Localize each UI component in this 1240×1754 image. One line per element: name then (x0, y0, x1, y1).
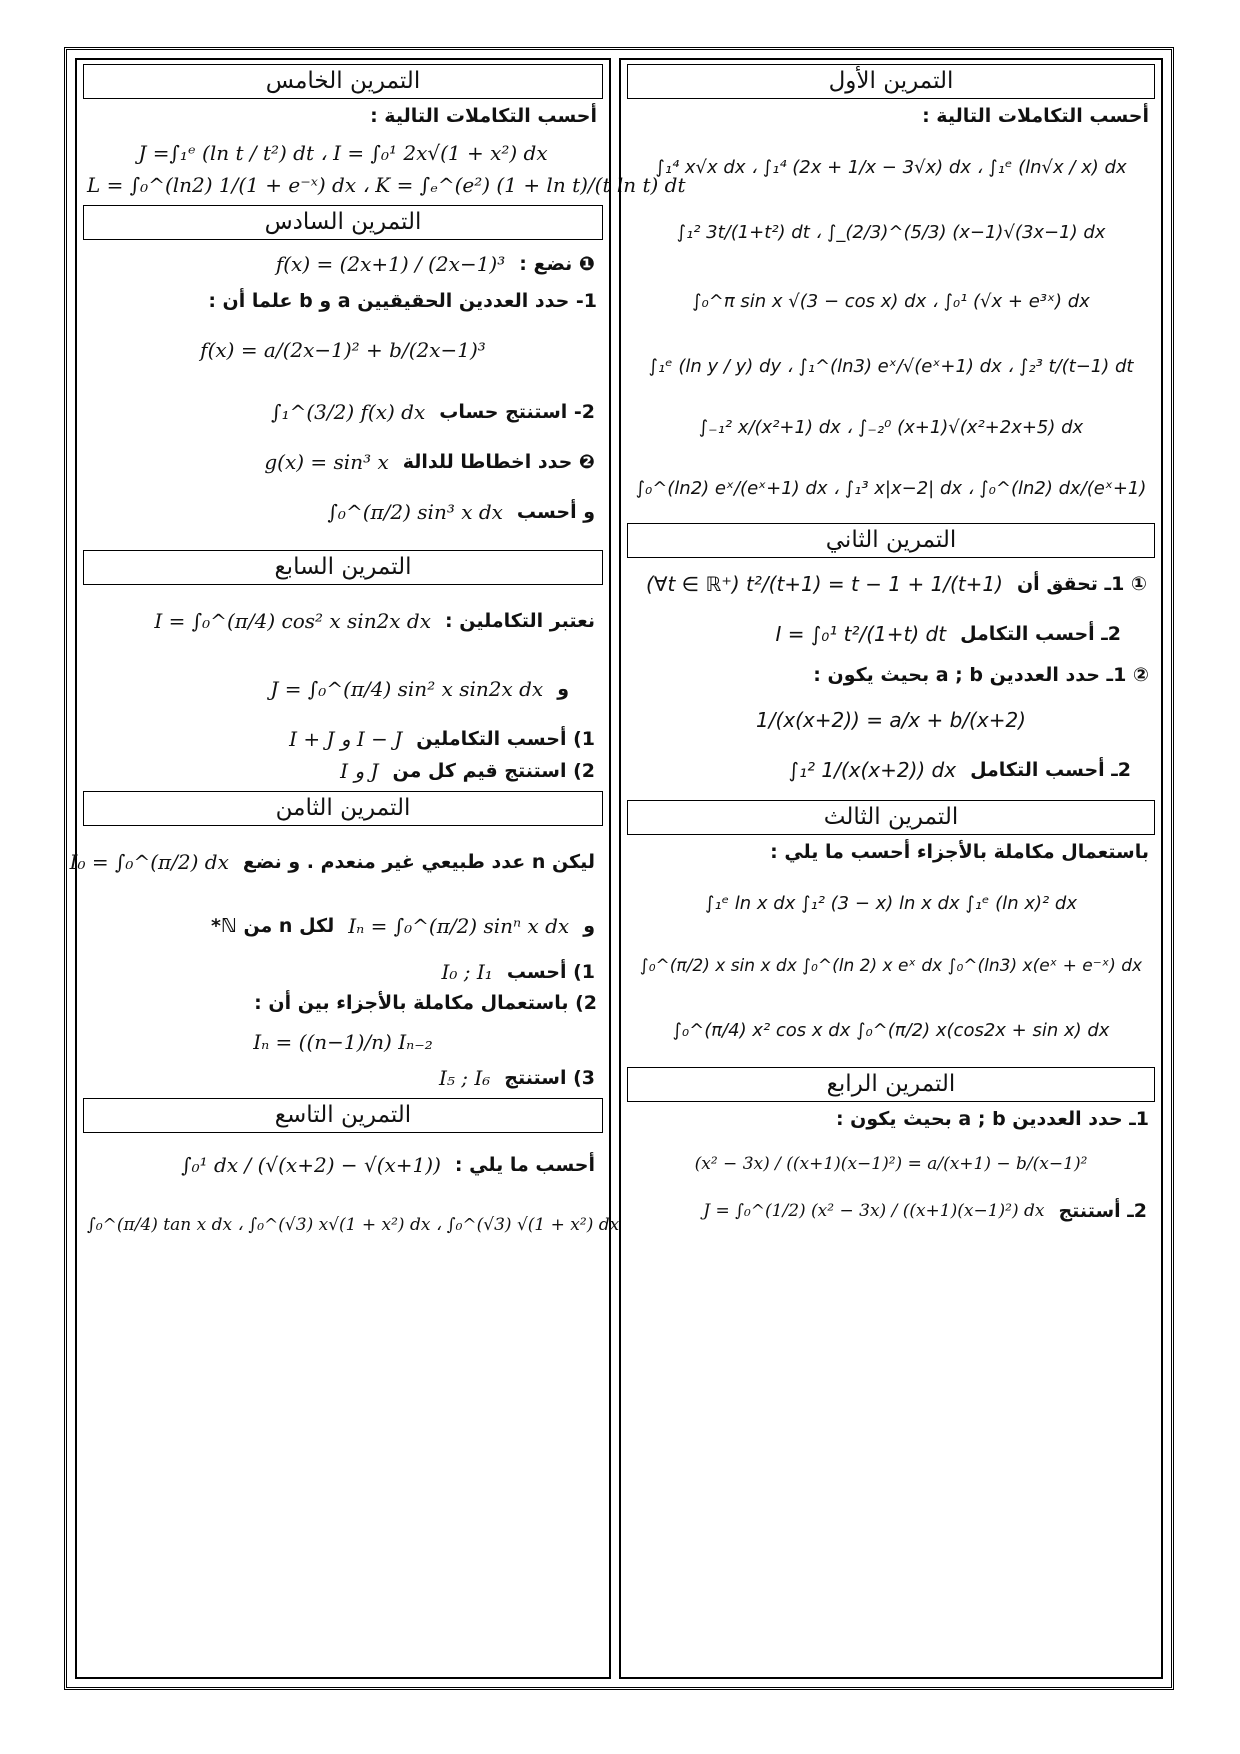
exercise-4-q2-label: 2ـ أستنتج (1058, 1200, 1147, 1222)
exercise-6-q1-label: ❶ نضع : (519, 253, 595, 275)
exercise-5-intro: أحسب التكاملات التالية : (370, 105, 597, 127)
exercise-1-formula-4: ∫₁ᵉ (ln y / y) dy ، ∫₁^(ln3) eˣ/√(eˣ+1) dx ، ∫₂³ t/(t−1) dt (648, 356, 1134, 377)
exercise-7-title: التمرين السابع (83, 550, 603, 585)
exercise-2-title: التمرين الثاني (627, 523, 1155, 558)
exercise-1-formula-3: ∫₀^π sin x √(3 − cos x) dx ، ∫₀¹ (√x + e³ˣ) dx (692, 291, 1090, 312)
exercise-5 (77, 64, 686, 201)
exercise-8-q2-label: 2) باستعمال مكاملة بالأجزاء بين أن : (254, 992, 597, 1014)
exercise-1-formula-5: ∫₋₁² x/(x²+1) dx ، ∫₋₂⁰ (x+1)√(x²+2x+5) dx (698, 417, 1084, 438)
exercise-7 (77, 550, 609, 787)
exercise-8-q3-label: 3) استنتج (504, 1067, 595, 1089)
exercise-5-formula-1: J =∫₁ᵉ (ln t / t²) dt ، I = ∫₀¹ 2x√(1 + x²) dx (138, 141, 548, 165)
exercise-6-q1b-label: 2- استنتج حساب (439, 401, 595, 423)
exercise-6-q1a: 1- حدد العددين الحقيقيين a و b علما أن : (208, 290, 597, 312)
exercise-9-l1-formula: ∫₀¹ dx / (√(x+2) − √(x+1)) (181, 1153, 441, 1177)
exercise-8-q1-formula: I₀ ; I₁ (441, 960, 493, 984)
left-column (69, 58, 686, 1679)
exercise-3-intro: باستعمال مكاملة بالأجزاء أحسب ما يلي : (770, 841, 1149, 863)
exercise-1 (621, 64, 1161, 519)
exercise-7-q2-label: 2) استنتج قيم كل من (392, 760, 595, 782)
exercise-4-q1-label: 1ـ حدد العددين a ; b بحيث يكون : (835, 1108, 1149, 1130)
page-frame (64, 47, 1174, 1690)
exercise-6 (77, 205, 609, 546)
exercise-8-l2-formula: Iₙ = ∫₀^(π/2) sinⁿ x dx (348, 914, 570, 938)
exercise-6-q2b-label: و أحسب (516, 501, 595, 523)
exercise-8-q3-formula: I₅ ; I₆ (439, 1066, 491, 1090)
exercise-6-q2-formula: g(x) = sin³ x (264, 450, 389, 474)
exercise-2-q1-label: ① 1ـ تحقق أن (1016, 573, 1147, 595)
exercise-3-formula-1: ∫₁ᵉ ln x dx ∫₁² (3 − x) ln x dx ∫₁ᵉ (ln x)² dx (704, 893, 1078, 914)
exercise-2-q2b-label: 2ـ أحسب التكامل (970, 759, 1131, 781)
exercise-7-q1-formula: I + J و I − J (289, 727, 403, 751)
exercise-5-title: التمرين الخامس (83, 64, 603, 99)
exercise-1-formula-6: ∫₀^(ln2) eˣ/(eˣ+1) dx ، ∫₁³ x|x−2| dx ، ∫₀^(ln2) dx/(eˣ+1) (635, 478, 1147, 499)
exercise-7-q1-label: 1) أحسب التكاملين (416, 728, 595, 750)
exercise-8-l2-label: و (583, 915, 595, 937)
exercise-4 (621, 1067, 1161, 1226)
exercise-6-q1a-formula: f(x) = a/(2x−1)² + b/(2x−1)³ (200, 338, 486, 362)
exercise-8-title: التمرين الثامن (83, 791, 603, 826)
exercise-8-l2-tail: لكل n من ℕ* (210, 915, 335, 937)
right-column (619, 58, 1163, 1679)
exercise-1-formula-1: ∫₁⁴ x√x dx ، ∫₁⁴ (2x + 1/x − 3√x) dx ، ∫₁ᵉ (ln√x / x) dx (655, 157, 1127, 178)
exercise-9-l2-formula: ∫₀^(π/4) tan x dx ، ∫₀^(√3) x√(1 + x²) dx ، ∫₀^(√3) √(1 + x²) dx (87, 1215, 620, 1235)
exercise-7-j-formula: J = ∫₀^(π/4) sin² x sin2x dx (270, 677, 544, 701)
exercise-7-intro-label: نعتبر التكاملين : (445, 610, 595, 632)
exercise-8 (69, 791, 609, 1094)
exercise-8-l1-label: ليكن n عدد طبيعي غير منعدم . و نضع (242, 851, 595, 873)
exercise-3-formula-2: ∫₀^(π/2) x sin x dx ∫₀^(ln 2) x eˣ dx ∫₀^(ln3) x(eˣ + e⁻ˣ) dx (639, 956, 1143, 976)
exercise-7-q2-formula: I و J (340, 759, 379, 783)
exercise-6-q2-label: ❷ حدد اخطاطا للدالة (402, 451, 595, 473)
exercise-4-title: التمرين الرابع (627, 1067, 1155, 1102)
exercise-6-q2b-formula: ∫₀^(π/2) sin³ x dx (327, 500, 503, 524)
exercise-3 (621, 800, 1161, 1063)
exercise-2-q2b-formula: ∫₁² 1/(x(x+2)) dx (788, 758, 957, 782)
exercise-4-q2-formula: J = ∫₀^(1/2) (x² − 3x) / ((x+1)(x−1)²) dx (703, 1201, 1045, 1221)
exercise-8-l1-formula: I₀ = ∫₀^(π/2) dx (69, 850, 229, 874)
exercise-2-q2-formula: 1/(x(x+2)) = a/x + b/(x+2) (756, 708, 1026, 732)
exercise-6-q1-formula: f(x) = (2x+1) / (2x−1)³ (275, 252, 506, 276)
exercise-1-title: التمرين الأول (627, 64, 1155, 99)
exercise-6-q1b-formula: ∫₁^(3/2) f(x) dx (271, 400, 426, 424)
exercise-1-intro: أحسب التكاملات التالية : (922, 105, 1149, 127)
exercise-2-q2-label: ② 1ـ حدد العددين a ; b بحيث يكون : (813, 664, 1149, 686)
exercise-2 (621, 523, 1161, 796)
exercise-2-q1b-formula: I = ∫₀¹ t²/(1+t) dt (775, 622, 947, 646)
exercise-7-and-label: و (557, 678, 569, 700)
exercise-3-formula-3: ∫₀^(π/4) x² cos x dx ∫₀^(π/2) x(cos2x + sin x) dx (672, 1020, 1110, 1041)
exercise-6-title: التمرين السادس (83, 205, 603, 240)
exercise-1-formula-2: ∫₁² 3t/(1+t²) dt ، ∫_(2/3)^(5/3) (x−1)√(3x−1) dx (676, 222, 1106, 243)
exercise-2-q1b-label: 2ـ أحسب التكامل (960, 623, 1121, 645)
exercise-4-q1-formula: (x² − 3x) / ((x+1)(x−1)²) = a/(x+1) − b/(x−1)² (694, 1154, 1088, 1174)
exercise-9-l1-label: أحسب ما يلي : (454, 1154, 595, 1176)
exercise-3-title: التمرين الثالث (627, 800, 1155, 835)
exercise-2-q1-formula: (∀t ∈ ℝ⁺) t²/(t+1) = t − 1 + 1/(t+1) (646, 572, 1003, 596)
exercise-8-q2-formula: Iₙ = ((n−1)/n) Iₙ₋₂ (253, 1030, 433, 1054)
exercise-8-q1-label: 1) أحسب (506, 961, 595, 983)
exercise-5-formula-2: L = ∫₀^(ln2) 1/(1 + e⁻ˣ) dx ، K = ∫ₑ^(e²) (1 + ln t)/(t ln t) dt (87, 173, 686, 197)
exercise-9-title: التمرين التاسع (83, 1098, 603, 1133)
exercise-9 (77, 1098, 620, 1239)
exercise-7-i-formula: I = ∫₀^(π/4) cos² x sin2x dx (154, 609, 432, 633)
